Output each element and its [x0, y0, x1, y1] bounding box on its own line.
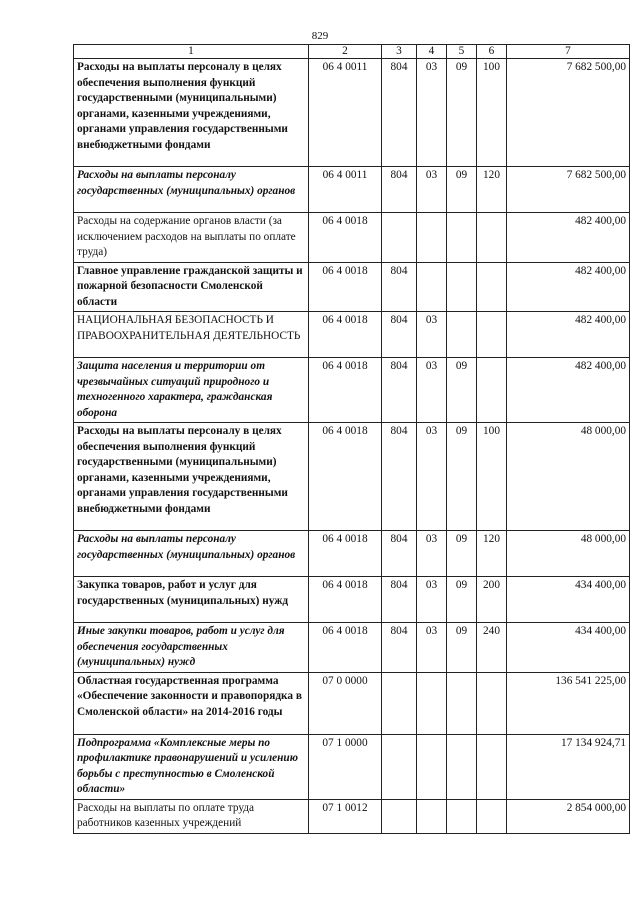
row-description: Расходы на выплаты персоналу в целях обеспечения выполнения функций государственными (муниципальными) органами, казенными учреждениями, органами управления государственными внебюджетными фондами: [74, 423, 309, 531]
amount: 48 000,00: [507, 423, 630, 531]
target-code: 07 1 0012: [309, 799, 382, 833]
ministry-code: [382, 734, 417, 799]
section-code: 03: [417, 59, 447, 167]
row-description: Областная государственная программа «Обеспечение законности и правопорядка в Смоленской области» на 2014-2016 годы: [74, 672, 309, 734]
row-description: Расходы на выплаты персоналу государственных (муниципальных) органов: [74, 167, 309, 213]
section-code: 03: [417, 167, 447, 213]
subsection-code: [447, 734, 477, 799]
table-row: [74, 623, 630, 673]
amount: 482 400,00: [507, 262, 630, 312]
expense-type-code: 120: [477, 167, 507, 213]
expense-type-code: 120: [477, 531, 507, 577]
amount: 434 400,00: [507, 623, 630, 673]
section-code: [417, 213, 447, 263]
amount: 136 541 225,00: [507, 672, 630, 734]
table-row: [74, 262, 630, 312]
row-description: Расходы на выплаты персоналу в целях обеспечения выполнения функций государственными (муниципальными) органами, казенными учреждениями, органами управления государственными внебюджетными фондами: [74, 59, 309, 167]
row-description: Расходы на выплаты персоналу государственных (муниципальных) органов: [74, 531, 309, 577]
section-code: 03: [417, 577, 447, 623]
target-code: 06 4 0018: [309, 213, 382, 263]
table-header: [74, 45, 630, 59]
ministry-code: [382, 672, 417, 734]
subsection-code: 09: [447, 423, 477, 531]
table-row: [74, 799, 630, 833]
table-row: [74, 734, 630, 799]
row-description: Подпрограмма «Комплексные меры по профилактике правонарушений и усилению борьбы с преступностью в Смоленской области»: [74, 734, 309, 799]
ministry-code: 804: [382, 358, 417, 423]
subsection-code: [447, 799, 477, 833]
table-row: [74, 358, 630, 423]
ministry-code: 804: [382, 531, 417, 577]
table-row: [74, 423, 630, 531]
amount: 17 134 924,71: [507, 734, 630, 799]
table-row: [74, 531, 630, 577]
amount: 482 400,00: [507, 213, 630, 263]
ministry-code: 804: [382, 167, 417, 213]
budget-table: [73, 44, 630, 834]
amount: 7 682 500,00: [507, 167, 630, 213]
ministry-code: 804: [382, 312, 417, 358]
amount: 482 400,00: [507, 312, 630, 358]
header-col-7: 7: [507, 45, 630, 59]
row-description: Расходы на содержание органов власти (за исключением расходов на выплаты по оплате труда): [74, 213, 309, 263]
table-row: [74, 167, 630, 213]
row-description: Главное управление гражданской защиты и пожарной безопасности Смоленской области: [74, 262, 309, 312]
header-col-2: 2: [309, 45, 382, 59]
subsection-code: 09: [447, 59, 477, 167]
subsection-code: [447, 672, 477, 734]
amount: 482 400,00: [507, 358, 630, 423]
header-col-3: 3: [382, 45, 417, 59]
subsection-code: 09: [447, 531, 477, 577]
row-description: Защита населения и территории от чрезвычайных ситуаций природного и техногенного характера, гражданская оборона: [74, 358, 309, 423]
subsection-code: [447, 312, 477, 358]
row-description: Иные закупки товаров, работ и услуг для обеспечения государственных (муниципальных) нужд: [74, 623, 309, 673]
subsection-code: [447, 213, 477, 263]
subsection-code: 09: [447, 577, 477, 623]
expense-type-code: [477, 734, 507, 799]
ministry-code: 804: [382, 623, 417, 673]
amount: 2 854 000,00: [507, 799, 630, 833]
target-code: 06 4 0018: [309, 358, 382, 423]
target-code: 06 4 0018: [309, 531, 382, 577]
section-code: 03: [417, 358, 447, 423]
ministry-code: [382, 799, 417, 833]
table-row: [74, 59, 630, 167]
header-col-1: 1: [74, 45, 309, 59]
ministry-code: 804: [382, 423, 417, 531]
section-code: 03: [417, 312, 447, 358]
subsection-code: 09: [447, 167, 477, 213]
header-col-6: 6: [477, 45, 507, 59]
section-code: 03: [417, 423, 447, 531]
expense-type-code: [477, 213, 507, 263]
ministry-code: [382, 213, 417, 263]
table-row: [74, 577, 630, 623]
ministry-code: 804: [382, 59, 417, 167]
section-code: 03: [417, 531, 447, 577]
target-code: 07 1 0000: [309, 734, 382, 799]
header-col-5: 5: [447, 45, 477, 59]
target-code: 06 4 0011: [309, 59, 382, 167]
ministry-code: 804: [382, 262, 417, 312]
section-code: 03: [417, 623, 447, 673]
row-description: НАЦИОНАЛЬНАЯ БЕЗОПАСНОСТЬ И ПРАВООХРАНИТЕЛЬНАЯ ДЕЯТЕЛЬНОСТЬ: [74, 312, 309, 358]
target-code: 06 4 0018: [309, 262, 382, 312]
row-description: Закупка товаров, работ и услуг для государственных (муниципальных) нужд: [74, 577, 309, 623]
target-code: 06 4 0018: [309, 423, 382, 531]
target-code: 06 4 0011: [309, 167, 382, 213]
expense-type-code: [477, 262, 507, 312]
table-row: [74, 672, 630, 734]
section-code: [417, 672, 447, 734]
ministry-code: 804: [382, 577, 417, 623]
expense-type-code: 100: [477, 59, 507, 167]
table-row: [74, 312, 630, 358]
header-col-4: 4: [417, 45, 447, 59]
table-row: [74, 213, 630, 263]
subsection-code: [447, 262, 477, 312]
table-body: [74, 59, 630, 834]
target-code: 07 0 0000: [309, 672, 382, 734]
section-code: [417, 734, 447, 799]
subsection-code: 09: [447, 358, 477, 423]
expense-type-code: 240: [477, 623, 507, 673]
amount: 48 000,00: [507, 531, 630, 577]
target-code: 06 4 0018: [309, 577, 382, 623]
amount: 7 682 500,00: [507, 59, 630, 167]
page-number: 829: [311, 30, 329, 42]
amount: 434 400,00: [507, 577, 630, 623]
section-code: [417, 262, 447, 312]
expense-type-code: [477, 672, 507, 734]
row-description: Расходы на выплаты по оплате труда работников казенных учреждений: [74, 799, 309, 833]
header-row: [74, 45, 630, 59]
target-code: 06 4 0018: [309, 623, 382, 673]
expense-type-code: 200: [477, 577, 507, 623]
subsection-code: 09: [447, 623, 477, 673]
expense-type-code: [477, 799, 507, 833]
target-code: 06 4 0018: [309, 312, 382, 358]
expense-type-code: 100: [477, 423, 507, 531]
expense-type-code: [477, 312, 507, 358]
section-code: [417, 799, 447, 833]
expense-type-code: [477, 358, 507, 423]
